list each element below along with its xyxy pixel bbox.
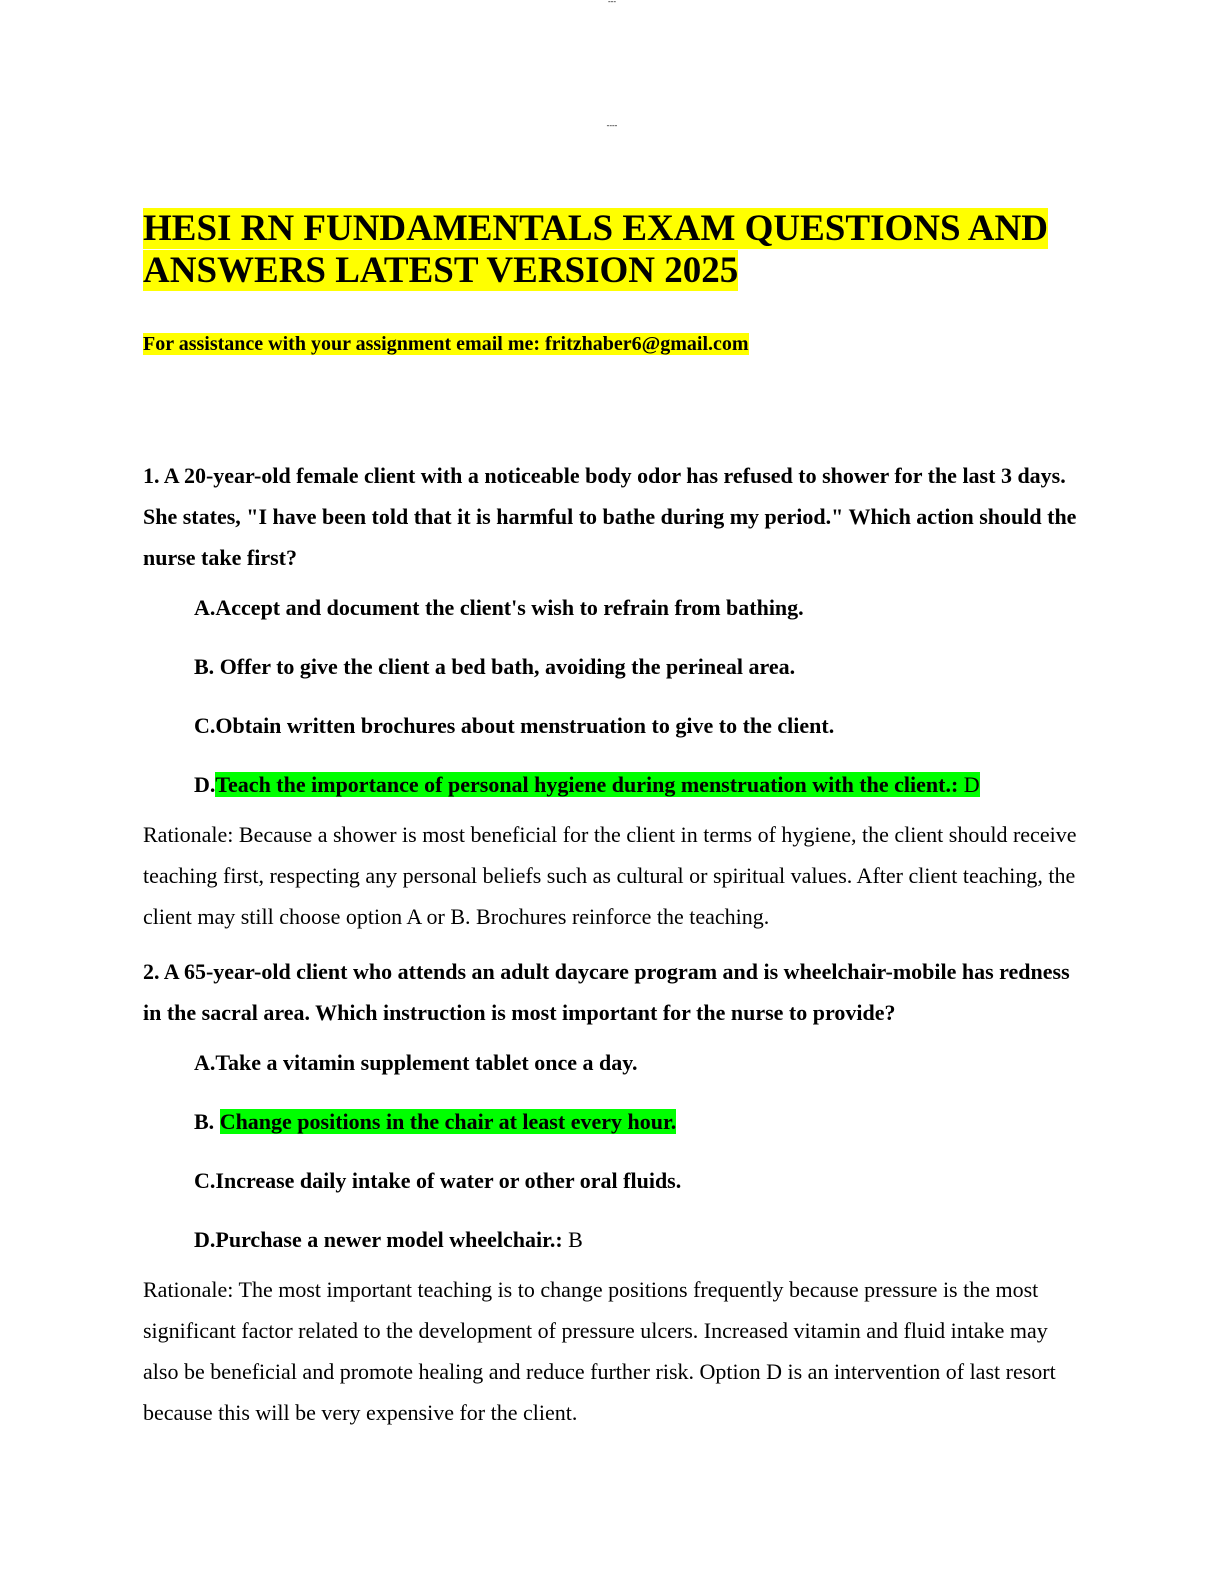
question-2-options <box>143 1033 1083 1269</box>
question-1-option-a <box>194 578 1083 637</box>
header-mark-top: --- <box>608 0 616 6</box>
option-text: Purchase a newer model wheelchair.: <box>215 1227 563 1252</box>
option-letter: D. <box>194 1227 216 1252</box>
option-letter: C. <box>194 713 216 738</box>
title-line-1: HESI RN FUNDAMENTALS EXAM QUESTIONS AND <box>143 208 1048 249</box>
option-text: Offer to give the client a bed bath, avoiding the perineal area. <box>219 654 796 679</box>
assistance-text: For assistance with your assignment email me: fritzhaber6@gmail.com <box>143 333 749 355</box>
question-2-option-b <box>194 1092 1083 1151</box>
question-2-option-d <box>194 1210 1083 1269</box>
answer-key: B <box>568 1227 583 1252</box>
question-1-option-d <box>194 755 1083 814</box>
option-text: Take a vitamin supplement tablet once a day. <box>215 1050 638 1075</box>
question-2-option-c <box>194 1151 1083 1210</box>
title-line-2: ANSWERS LATEST VERSION 2025 <box>143 250 739 291</box>
option-text: Teach the importance of personal hygiene during menstruation with the client.: <box>215 772 959 797</box>
option-letter: A. <box>194 595 216 620</box>
question-1-text: 1. A 20-year-old female client with a noticeable body odor has refused to shower for the last 3 days. She states, "I have been told that it is harmful to bathe during my period." Which action should the nurse take first? <box>143 463 1077 570</box>
questions-section <box>143 455 1083 1433</box>
assistance-note <box>143 331 749 357</box>
option-letter: D. <box>194 772 216 797</box>
question-2-text: 2. A 65-year-old client who attends an adult daycare program and is wheelchair-mobile has redness in the sacral area. Which instruction is most important for the nurse to provide? <box>143 959 1070 1025</box>
option-text: Obtain written brochures about menstruation to give to the client. <box>215 713 835 738</box>
question-2-rationale: Rationale: The most important teaching is to change positions frequently because pressure is the most significant factor related to the development of pressure ulcers. Increased vitamin and fluid intake may also be beneficial and promote healing and reduce further risk. Option D is an intervention of last resort because this will be very expensive for the client. <box>143 1277 1056 1425</box>
option-text: Accept and document the client's wish to refrain from bathing. <box>215 595 804 620</box>
question-1-option-c <box>194 696 1083 755</box>
correct-option-text: Change positions in the chair at least every hour. <box>219 1109 677 1134</box>
question-2-option-a <box>194 1033 1083 1092</box>
option-text: Increase daily intake of water or other oral fluids. <box>215 1168 682 1193</box>
correct-option-text <box>215 772 979 797</box>
option-letter: B. <box>194 1109 215 1134</box>
answer-key: D <box>963 772 980 797</box>
option-letter: A. <box>194 1050 216 1075</box>
option-letter: B. <box>194 654 215 679</box>
question-1-rationale: Rationale: Because a shower is most beneficial for the client in terms of hygiene, the client should receive teaching first, respecting any personal beliefs such as cultural or spiritual values. After client teaching, the client may still choose option A or B. Brochures reinforce the teaching. <box>143 822 1077 929</box>
document-title <box>143 208 1103 292</box>
question-1-option-b <box>194 637 1083 696</box>
option-letter: C. <box>194 1168 216 1193</box>
header-mark-second: ---- <box>606 121 618 130</box>
question-1-options <box>143 578 1083 814</box>
